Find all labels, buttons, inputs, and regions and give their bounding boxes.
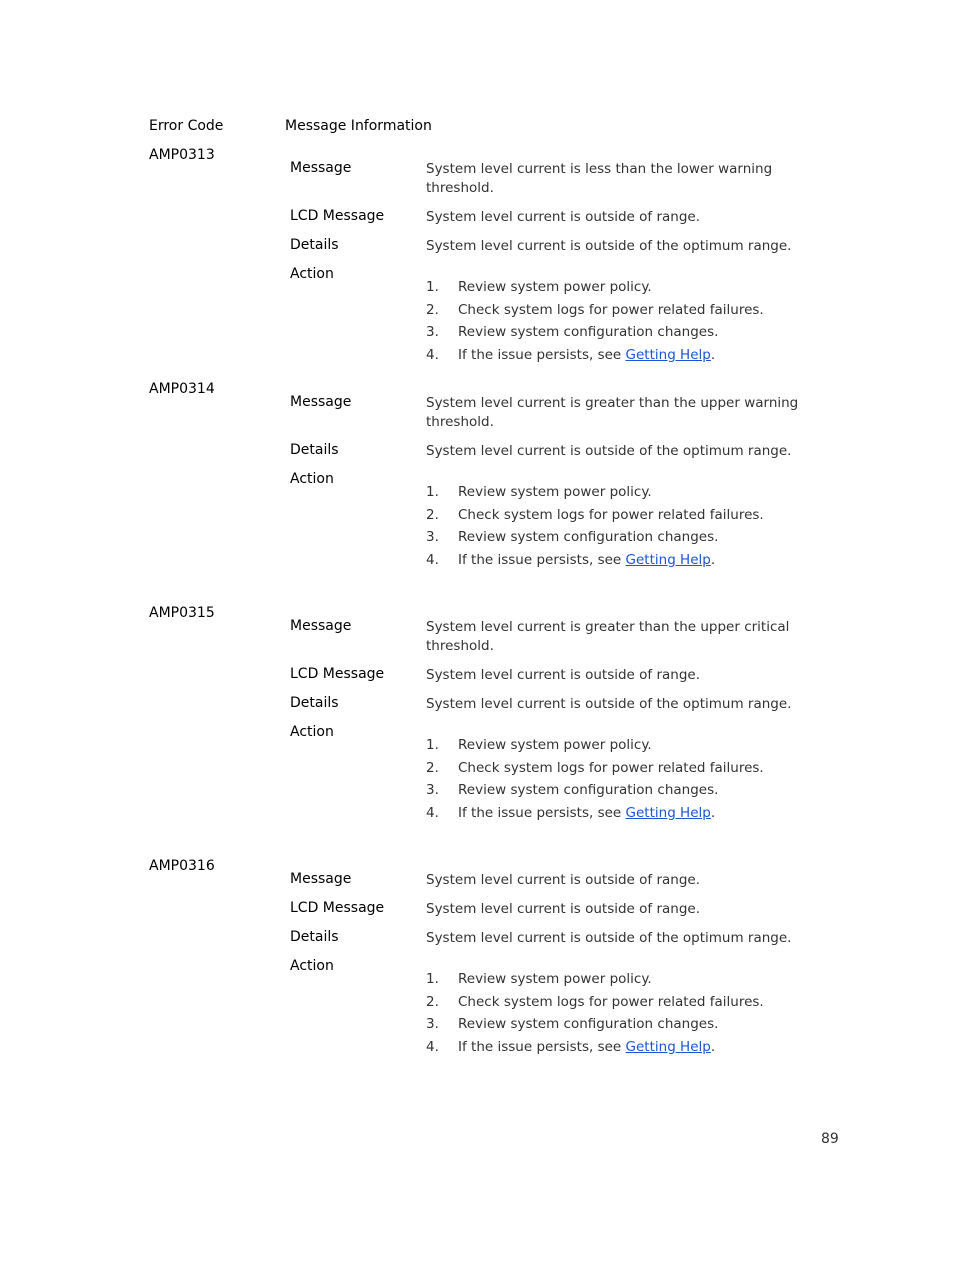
details-value: System level current is outside of the optimum range. [426,238,792,254]
step-text-suffix: . [710,804,716,821]
action-step [426,781,846,804]
getting-help-link[interactable]: Getting Help [625,1038,711,1055]
getting-help-link[interactable]: Getting Help [625,804,711,821]
action-step [426,970,846,993]
lcd-message-label: LCD Message [290,208,385,224]
step-number: 4. [426,551,439,568]
action-step [426,993,846,1016]
step-text [458,804,715,823]
step-text: Check system logs for power related failures. [458,506,764,523]
details-field [0,237,954,256]
action-step [426,1038,846,1061]
step-text-prefix: If the issue persists, see [458,551,626,568]
message-information [0,618,954,846]
action-step [426,278,846,301]
error-code: AMP0314 [149,381,215,397]
message-field [0,160,954,198]
step-text [458,551,715,570]
step-text-suffix: . [710,551,716,568]
message-information-header: Message Information [285,118,432,134]
step-text: Review system power policy. [458,971,652,987]
message-value: System level current is greater than the upper critical threshold. [426,619,790,654]
step-number: 1. [426,279,439,295]
message-information [0,160,954,388]
message-information [0,871,954,1080]
action-label: Action [290,958,334,974]
getting-help-link[interactable]: Getting Help [625,346,711,363]
action-step [426,804,846,827]
action-step [426,506,846,529]
step-number: 2. [426,301,439,318]
error-code-header: Error Code [149,118,224,134]
step-text: Review system power policy. [458,737,652,753]
step-text: Check system logs for power related failures. [458,759,764,776]
step-text: Review system power policy. [458,279,652,295]
step-text [458,346,715,365]
error-code: AMP0316 [149,858,215,874]
action-field [0,958,954,1070]
details-value: System level current is outside of the optimum range. [426,696,792,712]
details-field [0,442,954,461]
getting-help-link[interactable]: Getting Help [625,551,711,568]
message-label: Message [290,618,352,634]
step-text: Review system configuration changes. [458,324,719,340]
action-list [426,736,846,826]
message-value: System level current is outside of range. [426,872,701,888]
step-number: 2. [426,993,439,1010]
action-label: Action [290,724,334,740]
step-number: 4. [426,804,439,821]
action-step [426,736,846,759]
step-text [458,1038,715,1057]
lcd-message-field [0,900,954,919]
action-label: Action [290,471,334,487]
lcd-message-field [0,208,954,227]
step-number: 1. [426,971,439,987]
action-step [426,483,846,506]
step-text: Review system power policy. [458,484,652,500]
message-field [0,618,954,656]
action-field [0,471,954,583]
action-field [0,266,954,378]
step-text-prefix: If the issue persists, see [458,1038,626,1055]
details-label: Details [290,442,339,458]
lcd-message-value: System level current is outside of range. [426,901,701,917]
message-value: System level current is less than the lower warning threshold. [426,161,773,196]
step-number: 2. [426,759,439,776]
page-number: 89 [821,1131,839,1147]
action-step [426,1015,846,1038]
action-step [426,551,846,574]
lcd-message-field [0,666,954,685]
details-label: Details [290,929,339,945]
lcd-message-value: System level current is outside of range. [426,667,701,683]
action-list [426,483,846,573]
message-information [0,394,954,593]
action-list [426,970,846,1060]
error-code: AMP0313 [149,147,215,163]
step-number: 3. [426,324,439,340]
step-number: 3. [426,782,439,798]
step-number: 1. [426,484,439,500]
message-label: Message [290,160,352,176]
message-value: System level current is greater than the upper warning threshold. [426,395,799,430]
details-value: System level current is outside of the optimum range. [426,443,792,459]
step-text: Review system configuration changes. [458,782,719,798]
step-number: 3. [426,1016,439,1032]
step-text: Review system configuration changes. [458,1016,719,1032]
lcd-message-label: LCD Message [290,666,385,682]
table-header [0,118,954,140]
step-text-prefix: If the issue persists, see [458,804,626,821]
step-text: Check system logs for power related failures. [458,301,764,318]
step-text: Check system logs for power related failures. [458,993,764,1010]
message-field [0,394,954,432]
step-text: Review system configuration changes. [458,529,719,545]
details-label: Details [290,237,339,253]
details-label: Details [290,695,339,711]
message-label: Message [290,871,352,887]
action-label: Action [290,266,334,282]
step-text-prefix: If the issue persists, see [458,346,626,363]
action-step [426,346,846,369]
action-field [0,724,954,836]
step-number: 2. [426,506,439,523]
step-number: 4. [426,1038,439,1055]
action-step [426,301,846,324]
lcd-message-label: LCD Message [290,900,385,916]
details-field [0,929,954,948]
action-step [426,323,846,346]
step-number: 3. [426,529,439,545]
step-number: 1. [426,737,439,753]
details-field [0,695,954,714]
step-text-suffix: . [710,346,716,363]
action-list [426,278,846,368]
details-value: System level current is outside of the optimum range. [426,930,792,946]
step-text-suffix: . [710,1038,716,1055]
action-step [426,759,846,782]
lcd-message-value: System level current is outside of range. [426,209,701,225]
step-number: 4. [426,346,439,363]
message-field [0,871,954,890]
message-label: Message [290,394,352,410]
action-step [426,528,846,551]
error-code: AMP0315 [149,605,215,621]
